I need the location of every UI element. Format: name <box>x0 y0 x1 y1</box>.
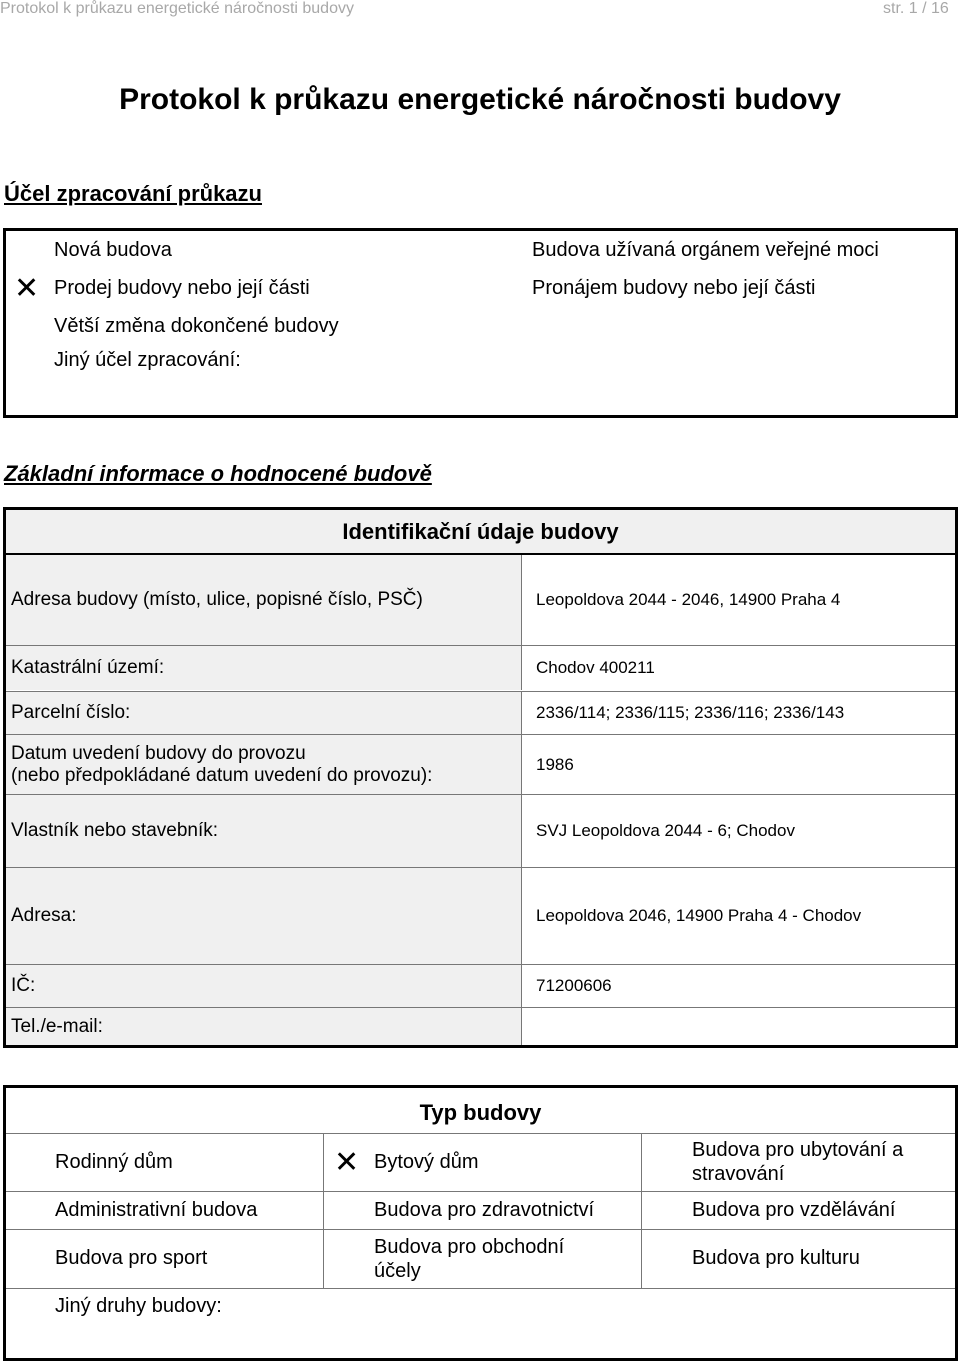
type-accommodation-line2: stravování <box>692 1163 785 1185</box>
page-title: Protokol k průkazu energetické náročnosti budovy <box>119 83 841 116</box>
identification-title: Identifikační údaje budovy <box>6 510 955 555</box>
value-operation-date: 1986 <box>536 754 574 774</box>
type-administrative[interactable]: Administrativní budova <box>55 1199 258 1221</box>
type-commercial-line1: Budova pro obchodní <box>374 1235 565 1258</box>
label-address: Adresa budovy (místo, ulice, popisné číslo, PSČ) <box>6 555 522 645</box>
col-divider <box>641 1133 642 1288</box>
option-major-change[interactable]: Větší změna dokončené budovy <box>54 315 339 337</box>
value-cadastral: Chodov 400211 <box>536 658 655 677</box>
building-type-box <box>3 1085 958 1361</box>
value-contact <box>522 1008 955 1045</box>
page-number: str. 1 / 16 <box>883 0 949 17</box>
value-owner-address: Leopoldova 2046, 14900 Praha 4 - Chodov <box>536 906 862 925</box>
type-commercial-line2: účely <box>374 1259 421 1282</box>
type-healthcare[interactable]: Budova pro zdravotnictví <box>374 1199 595 1221</box>
option-rental[interactable]: Pronájem budovy nebo její části <box>532 277 816 299</box>
x-mark-icon: ✕ <box>14 272 40 305</box>
page-header <box>0 0 960 20</box>
identification-table <box>3 507 958 1048</box>
col-divider <box>323 1133 324 1288</box>
type-other[interactable]: Jiný druhy budovy: <box>55 1294 222 1317</box>
type-culture[interactable]: Budova pro kulturu <box>692 1247 860 1269</box>
basic-info-heading: Základní informace o hodnocené budově <box>4 461 432 486</box>
label-owner: Vlastník nebo stavebník: <box>6 795 522 867</box>
label-operation-date-line1: Datum uvedení budovy do provozu <box>11 742 306 764</box>
type-education[interactable]: Budova pro vzdělávání <box>692 1199 896 1221</box>
label-parcel: Parcelní číslo: <box>6 692 522 734</box>
option-public-authority[interactable]: Budova užívaná orgánem veřejné moci <box>532 239 879 261</box>
label-cadastral: Katastrální území: <box>6 646 522 690</box>
option-new-building[interactable]: Nová budova <box>54 239 172 261</box>
value-ico: 71200606 <box>536 976 612 995</box>
type-apartment-building[interactable]: Bytový dům <box>374 1150 479 1173</box>
label-operation-date <box>6 735 522 794</box>
value-parcel: 2336/114; 2336/115; 2336/116; 2336/143 <box>536 703 845 722</box>
label-ico: IČ: <box>6 965 522 1007</box>
type-accommodation-line1: Budova pro ubytování a <box>692 1139 904 1161</box>
building-type-title: Typ budovy <box>419 1100 542 1125</box>
label-owner-address: Adresa: <box>6 868 522 964</box>
value-owner: SVJ Leopoldova 2044 - 6; Chodov <box>536 821 795 840</box>
value-address: Leopoldova 2044 - 2046, 14900 Praha 4 <box>536 590 841 609</box>
type-accommodation[interactable] <box>692 1134 903 1190</box>
label-contact: Tel./e-mail: <box>6 1008 522 1045</box>
option-other-purpose[interactable]: Jiný účel zpracování: <box>54 349 241 371</box>
label-operation-date-line2: (nebo předpokládané datum uvedení do provozu): <box>11 764 433 786</box>
type-family-house[interactable]: Rodinný dům <box>55 1150 173 1173</box>
purpose-box <box>3 228 958 418</box>
x-mark-icon: ✕ <box>334 1146 360 1179</box>
purpose-heading: Účel zpracování průkazu <box>4 181 262 206</box>
option-sale[interactable]: Prodej budovy nebo její části <box>54 277 310 299</box>
header-doc-title: Protokol k průkazu energetické náročnosti budovy <box>0 0 354 17</box>
type-commercial[interactable] <box>374 1230 564 1287</box>
type-sport[interactable]: Budova pro sport <box>55 1247 208 1269</box>
